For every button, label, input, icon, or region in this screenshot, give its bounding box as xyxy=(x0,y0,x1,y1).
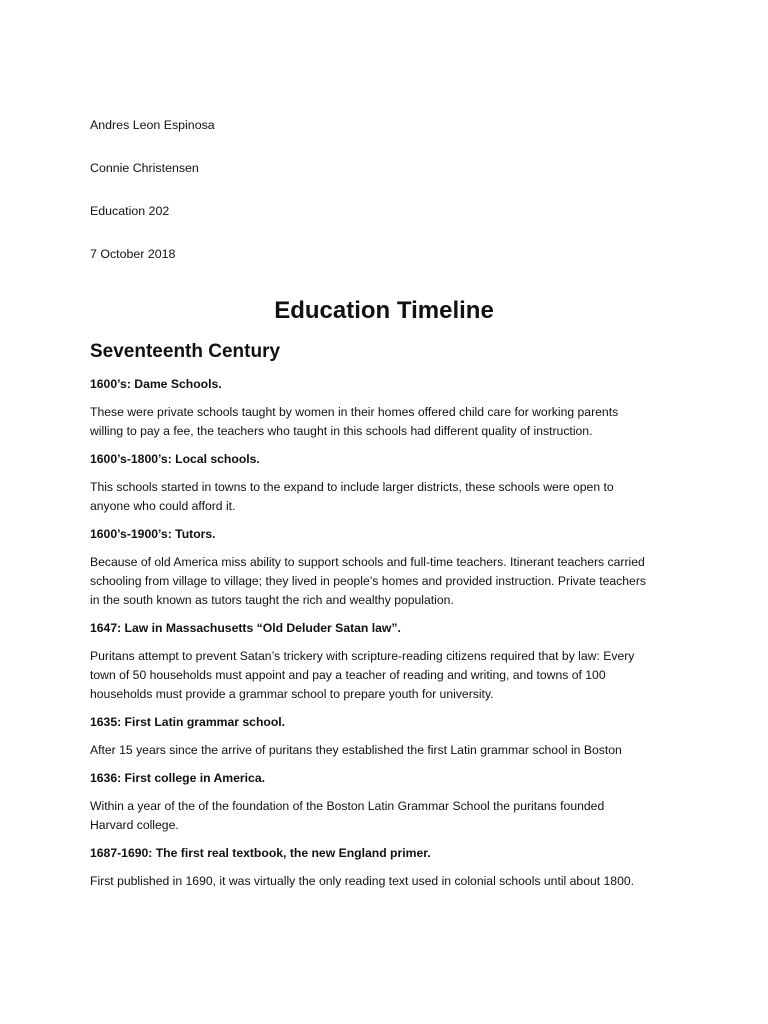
entry-body xyxy=(90,797,678,835)
author-name: Andres Leon Espinosa xyxy=(90,118,215,132)
entry-line: town of 50 households must appoint and pay a teacher of reading and writing, and towns of 100 xyxy=(90,668,606,682)
entry-title: 1600’s-1800’s: Local schools. xyxy=(90,452,260,466)
entry-body xyxy=(90,403,678,441)
entry-line: schooling from village to village; they lived in people’s homes and provided instruction. Private teachers xyxy=(90,574,646,588)
entry-line: This schools started in towns to the expand to include larger districts, these schools were open to xyxy=(90,480,614,494)
entry-title: 1635: First Latin grammar school. xyxy=(90,715,286,729)
entry-line: willing to pay a fee, the teachers who taught in this schools had different quality of instruction. xyxy=(90,424,593,438)
entry-line: in the south known as tutors taught the rich and wealthy population. xyxy=(90,593,454,607)
entry-body xyxy=(90,872,678,891)
timeline-entry-first-college xyxy=(90,770,678,835)
entry-body xyxy=(90,478,678,516)
timeline-entry-dame-schools xyxy=(90,376,678,441)
timeline-entry-latin-grammar-school xyxy=(90,714,678,760)
timeline-entry-tutors xyxy=(90,526,678,610)
entry-body xyxy=(90,741,678,760)
entry-title: 1647: Law in Massachusetts “Old Deluder Satan law”. xyxy=(90,621,401,635)
timeline-entry-local-schools xyxy=(90,451,678,516)
entry-title: 1636: First college in America. xyxy=(90,771,265,785)
entry-title: 1687-1690: The first real textbook, the new England primer. xyxy=(90,846,431,860)
entry-line: households must provide a grammar school to prepare youth for university. xyxy=(90,687,494,701)
document-content xyxy=(90,117,678,901)
entry-body xyxy=(90,553,678,610)
entry-body xyxy=(90,647,678,704)
timeline-entry-satan-law xyxy=(90,620,678,704)
document-date: 7 October 2018 xyxy=(90,247,176,261)
instructor-name: Connie Christensen xyxy=(90,161,199,175)
entry-title: 1600’s: Dame Schools. xyxy=(90,377,222,391)
section-heading: Seventeenth Century xyxy=(90,341,281,362)
entry-line: Within a year of the of the foundation of the Boston Latin Grammar School the puritans founded xyxy=(90,799,605,813)
entry-line: Harvard college. xyxy=(90,818,179,832)
entry-line: These were private schools taught by women in their homes offered child care for working parents xyxy=(90,405,619,419)
entry-line: First published in 1690, it was virtually the only reading text used in colonial schools until about 1800. xyxy=(90,874,635,888)
entry-line: Because of old America miss ability to support schools and full-time teachers. Itinerant teachers carried xyxy=(90,555,645,569)
entry-line: anyone who could afford it. xyxy=(90,499,236,513)
entry-title: 1600’s-1900’s: Tutors. xyxy=(90,527,216,541)
timeline-entry-first-textbook xyxy=(90,845,678,891)
entry-line: Puritans attempt to prevent Satan’s trickery with scripture-reading citizens required that by law: Every xyxy=(90,649,635,663)
course-name: Education 202 xyxy=(90,204,170,218)
document-title: Education Timeline xyxy=(274,297,494,324)
entry-line: After 15 years since the arrive of puritans they established the first Latin grammar school in Boston xyxy=(90,743,622,757)
